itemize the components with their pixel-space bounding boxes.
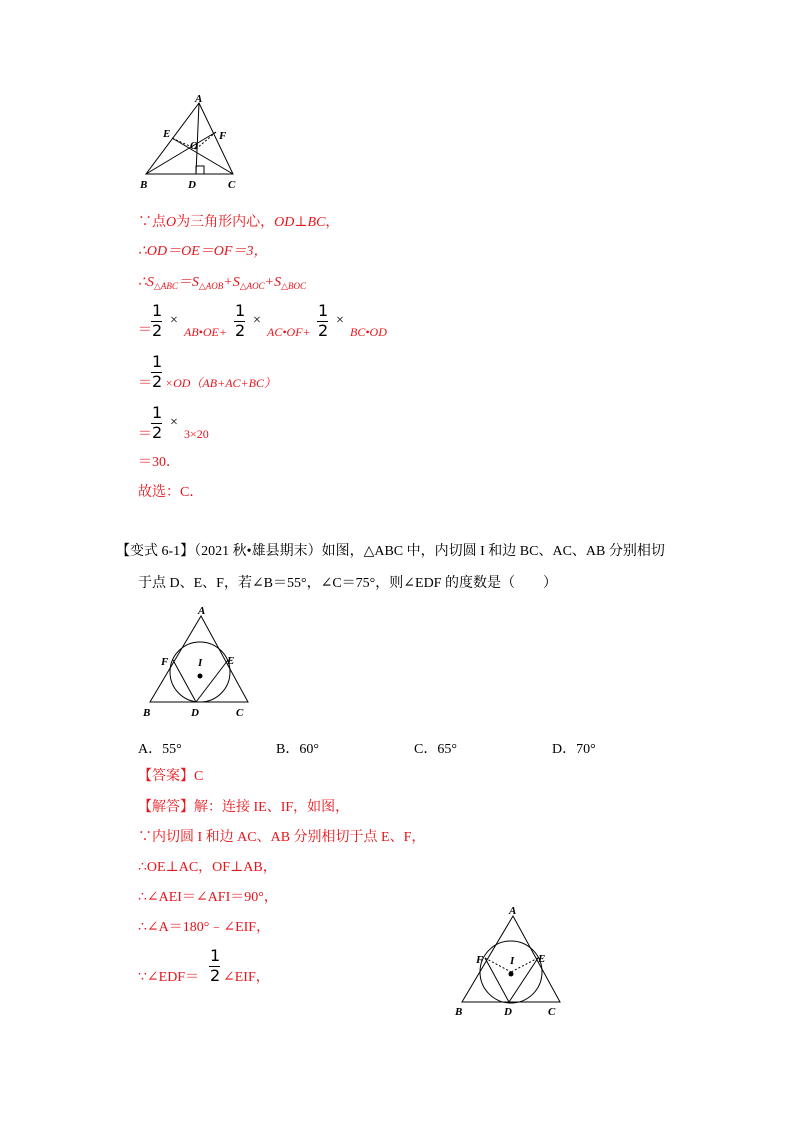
label-D: D xyxy=(188,179,196,191)
label-C: C xyxy=(236,707,244,719)
option-a[interactable]: A．55° xyxy=(138,742,182,757)
option-c[interactable]: C．65° xyxy=(414,742,457,757)
solution-line-3: $\therefore S_{\triangle ABC}=S_{\triangle AOB}+S_{\triangle AOC}+S_{\triangle BOC}$ xyxy=(138,275,307,291)
analysis-line-5: ∴∠A＝180°﹣∠EIF， xyxy=(138,920,271,935)
figure-triangle-incircle xyxy=(138,602,258,720)
label-B: B xyxy=(140,179,148,191)
solution-line-2: ∴OD＝OE＝OF＝3， xyxy=(138,244,268,259)
figure-triangle-incircle-dashed xyxy=(452,902,572,1020)
analysis-line-3: ∴OE⊥AC，OF⊥AB， xyxy=(138,860,277,875)
solution-line-7: ＝30． xyxy=(138,455,180,470)
label-A: A xyxy=(198,605,206,617)
problem-tag: 【变式 6-1】 xyxy=(116,544,195,559)
figure-triangle-incenter-o xyxy=(138,92,258,194)
label-F: F xyxy=(476,954,484,966)
label-A: A xyxy=(509,905,517,917)
label-A: A xyxy=(195,93,203,105)
solution-line-8: 故选：C． xyxy=(138,485,204,500)
label-D: D xyxy=(504,1006,512,1018)
analysis-line-2: ∵内切圆 I 和边 AC、AB 分别相切于点 E、F， xyxy=(138,830,426,845)
label-E: E xyxy=(538,953,546,965)
analysis-line-1: 【解答】解：连接 IE、IF，如图， xyxy=(138,800,350,815)
analysis-line-6: ∵∠EDF＝ 1 2 ∠EIF， xyxy=(138,946,270,985)
label-O: O xyxy=(190,140,198,152)
label-E: E xyxy=(163,128,171,140)
analysis-tag: 【解答】 xyxy=(138,800,194,815)
label-C: C xyxy=(228,179,236,191)
answer-value: C xyxy=(194,769,204,784)
solution-line-5: ＝ 1 2 ×OD（AB+AC+BC） xyxy=(138,352,276,391)
option-b[interactable]: B．60° xyxy=(276,742,319,757)
problem-line-2: 于点 D、E、F，若∠B＝55°，∠C＝75°，则∠EDF 的度数是（ ） xyxy=(138,576,557,591)
answer-line xyxy=(138,768,203,786)
label-E: E xyxy=(227,655,235,667)
solution-line-4: ＝ 1 2 × AB•OE+ 1 2 × AC•OF+ 1 2 × BC•OD xyxy=(138,301,387,340)
label-F: F xyxy=(219,130,227,142)
problem-line-1: 【变式 6-1】（2021 秋•雄县期末）如图，△ABC 中，内切圆 I 和边 BC、AC、AB 分别相切 xyxy=(116,544,665,559)
answer-tag: 【答案】 xyxy=(138,769,194,784)
solution-line-6: ＝ 1 2 × 3×20 xyxy=(138,403,209,442)
label-I: I xyxy=(198,657,203,669)
label-F: F xyxy=(161,656,169,668)
option-d[interactable]: D．70° xyxy=(552,742,596,757)
label-C: C xyxy=(548,1006,556,1018)
label-D: D xyxy=(191,707,199,719)
analysis-line-4: ∴∠AEI＝∠AFI＝90°， xyxy=(138,890,278,905)
label-I: I xyxy=(510,955,515,967)
label-B: B xyxy=(455,1006,463,1018)
label-B: B xyxy=(143,707,151,719)
solution-line-1: ∵点O为三角形内心，OD⊥BC， xyxy=(138,215,340,230)
